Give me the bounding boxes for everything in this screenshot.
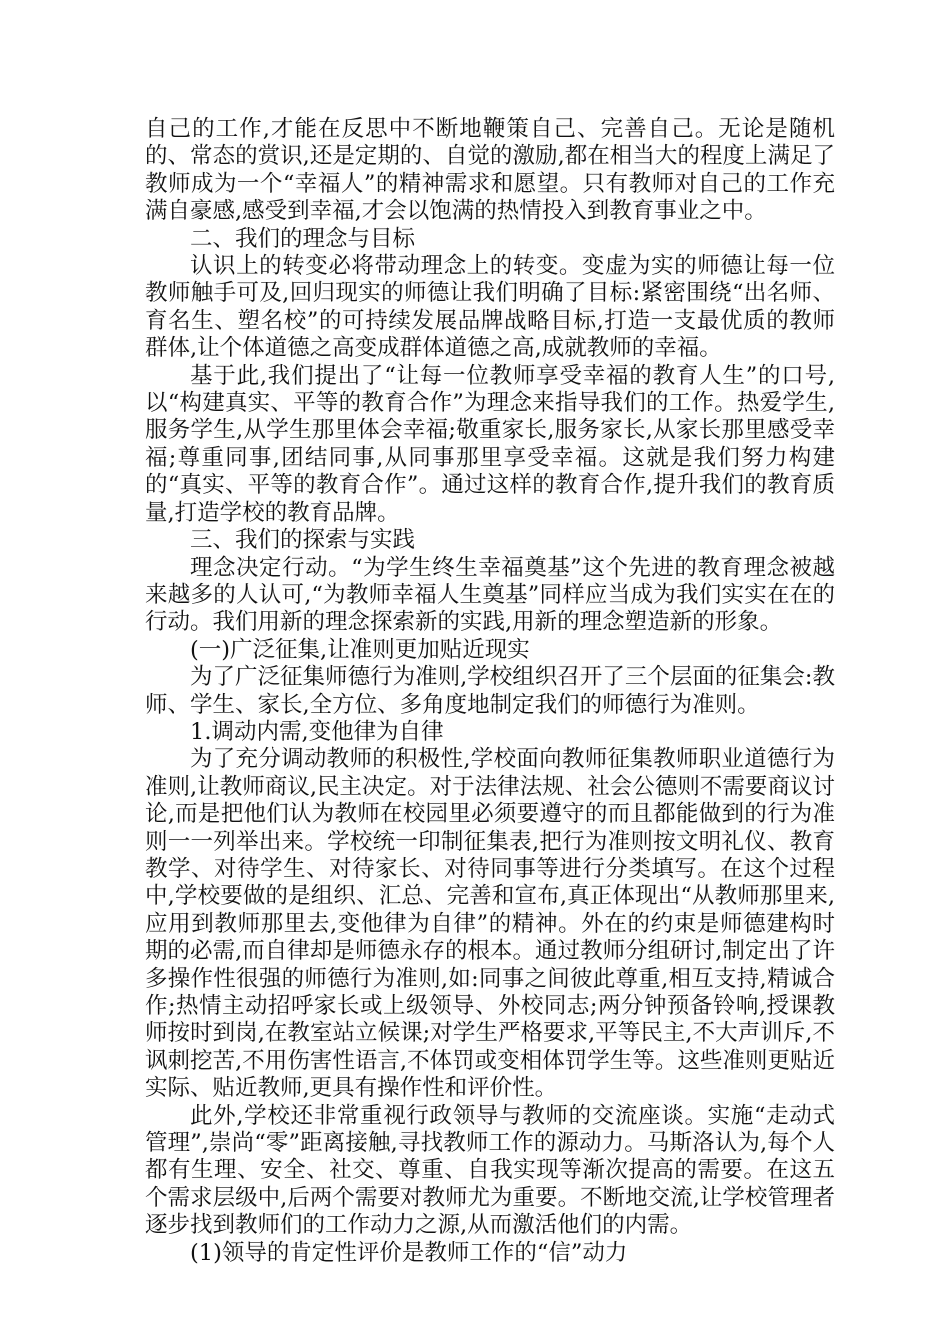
subsection-heading: 1.调动内需,变他律为自律 <box>190 718 444 745</box>
body-paragraph: 此外,学校还非常重视行政领导与教师的交流座谈。实施“走动式管理”,崇尚“零”距离接触,寻找教师工作的源动力。马斯洛认为,每个人都有生理、安全、社交、尊重、自我实现等渐次提高的需要。在这五个需求层级中,后两个需要对教师尤为重要。不断地交流,让学校管理者逐步找到教师们的工作动力之源,从而激活他们的内需。 <box>145 1102 835 1239</box>
subsection-heading: (一)广泛征集,让准则更加贴近现实 <box>190 636 530 663</box>
section-heading-concept-goal: 二、我们的理念与目标 <box>190 225 416 252</box>
body-paragraph: 认识上的转变必将带动理念上的转变。变虚为实的师德让每一位教师触手可及,回归现实的师德让我们明确了目标:紧密围绕“出名师、育名生、塑名校”的可持续发展品牌战略目标,打造一支最优质的教师群体,让个体道德之高变成群体道德之高,成就教师的幸福。 <box>145 253 835 362</box>
continued-paragraph: 自己的工作,才能在反思中不断地鞭策自己、完善自己。无论是随机的、常态的赏识,还是定期的、自觉的激励,都在相当大的程度上满足了教师成为一个“幸福人”的精神需求和愿望。只有教师对自己的工作充满自豪感,感受到幸福,才会以饱满的热情投入到教育事业之中。 <box>145 116 835 225</box>
section-heading-exploration-practice: 三、我们的探索与实践 <box>190 527 416 554</box>
body-paragraph: 为了广泛征集师德行为准则,学校组织召开了三个层面的征集会:教师、学生、家长,全方位、多角度地制定我们的师德行为准则。 <box>145 664 835 718</box>
document-body <box>145 116 835 1267</box>
body-paragraph: 理念决定行动。“为学生终生幸福奠基”这个先进的教育理念被越来越多的人认可,“为教师幸福人生奠基”同样应当成为我们实实在在的行动。我们用新的理念探索新的实践,用新的理念塑造新的形象。 <box>145 554 835 636</box>
body-paragraph: 为了充分调动教师的积极性,学校面向教师征集教师职业道德行为准则,让教师商议,民主决定。对于法律法规、社会公德则不需要商议讨论,而是把他们认为教师在校园里必须要遵守的而且都能做到的行为准则一一列举出来。学校统一印制征集表,把行为准则按文明礼仪、教育教学、对待学生、对待家长、对待同事等进行分类填写。在这个过程中,学校要做的是组织、汇总、完善和宣布,真正体现出“从教师那里来,应用到教师那里去,变他律为自律”的精神。外在的约束是师德建构时期的必需,而自律却是师德永存的根本。通过教师分组研讨,制定出了许多操作性很强的师德行为准则,如:同事之间彼此尊重,相互支持,精诚合作;热情主动招呼家长或上级领导、外校同志;两分钟预备铃响,授课教师按时到岗,在教室站立候课;对学生严格要求,平等民主,不大声训斥,不讽刺挖苦,不用伤害性语言,不体罚或变相体罚学生等。这些准则更贴近实际、贴近教师,更具有操作性和评价性。 <box>145 746 835 1102</box>
subsection-heading: (1)领导的肯定性评价是教师工作的“信”动力 <box>190 1239 628 1266</box>
body-paragraph: 基于此,我们提出了“让每一位教师享受幸福的教育人生”的口号,以“构建真实、平等的教育合作”为理念来指导我们的工作。热爱学生,服务学生,从学生那里体会幸福;敬重家长,服务家长,从家长那里感受幸福;尊重同事,团结同事,从同事那里享受幸福。这就是我们努力构建的“真实、平等的教育合作”。通过这样的教育合作,提升我们的教育质量,打造学校的教育品牌。 <box>145 362 835 526</box>
